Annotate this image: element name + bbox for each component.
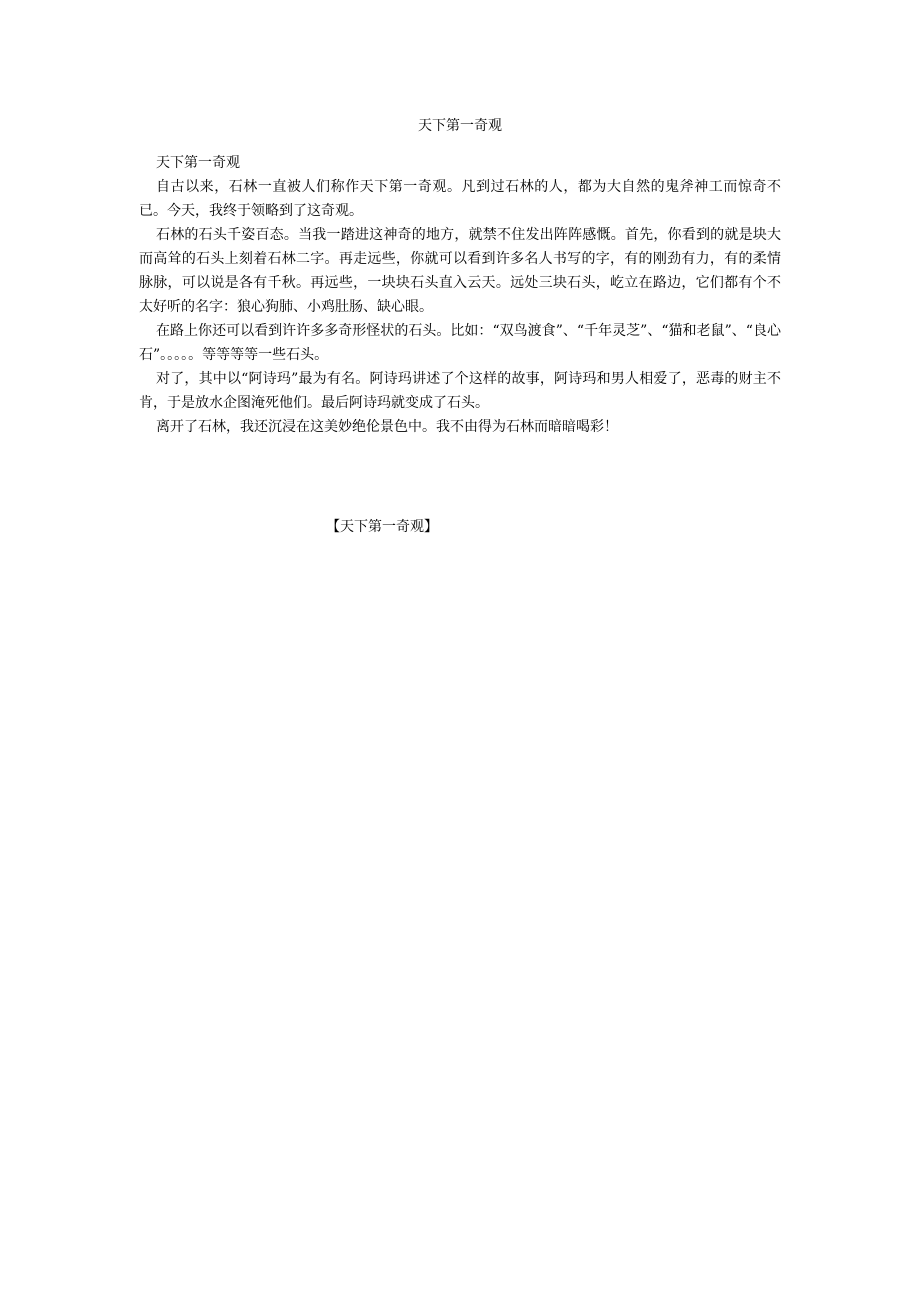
paragraph: 在路上你还可以看到许许多多奇形怪状的石头。比如：“双鸟渡食”、“千年灵芝”、“猫和老鼠”、“良心石”。。。。。等等等等一些石头。: [139, 323, 781, 363]
paragraph: 石林的石头千姿百态。当我一踏进这神奇的地方，就禁不住发出阵阵感慨。首先，你看到的就是块大而高耸的石头上刻着石林二字。再走远些，你就可以看到许多名人书写的字，有的刚劲有力，有的柔情脉脉，可以说是各有千秋。再远些，一块块石头直入云天。远处三块石头，屹立在路边，它们都有个不太好听的名字：狼心狗肺、小鸡肚肠、缺心眼。: [139, 227, 781, 315]
paragraph: 自古以来，石林一直被人们称作天下第一奇观。凡到过石林的人，都为大自然的鬼斧神工而惊奇不已。今天，我终于领略到了这奇观。: [139, 179, 781, 219]
document-body: [139, 151, 781, 439]
footer-title: 【天下第一奇观】: [326, 519, 438, 535]
document-title: 天下第一奇观: [418, 118, 502, 134]
paragraph: 天下第一奇观: [156, 155, 240, 171]
paragraph: 对了，其中以“阿诗玛”最为有名。阿诗玛讲述了个这样的故事，阿诗玛和男人相爱了，恶毒的财主不肯，于是放水企图淹死他们。最后阿诗玛就变成了石头。: [139, 371, 781, 411]
paragraph: 离开了石林，我还沉浸在这美妙绝伦景色中。我不由得为石林而暗暗喝彩！: [156, 419, 618, 435]
